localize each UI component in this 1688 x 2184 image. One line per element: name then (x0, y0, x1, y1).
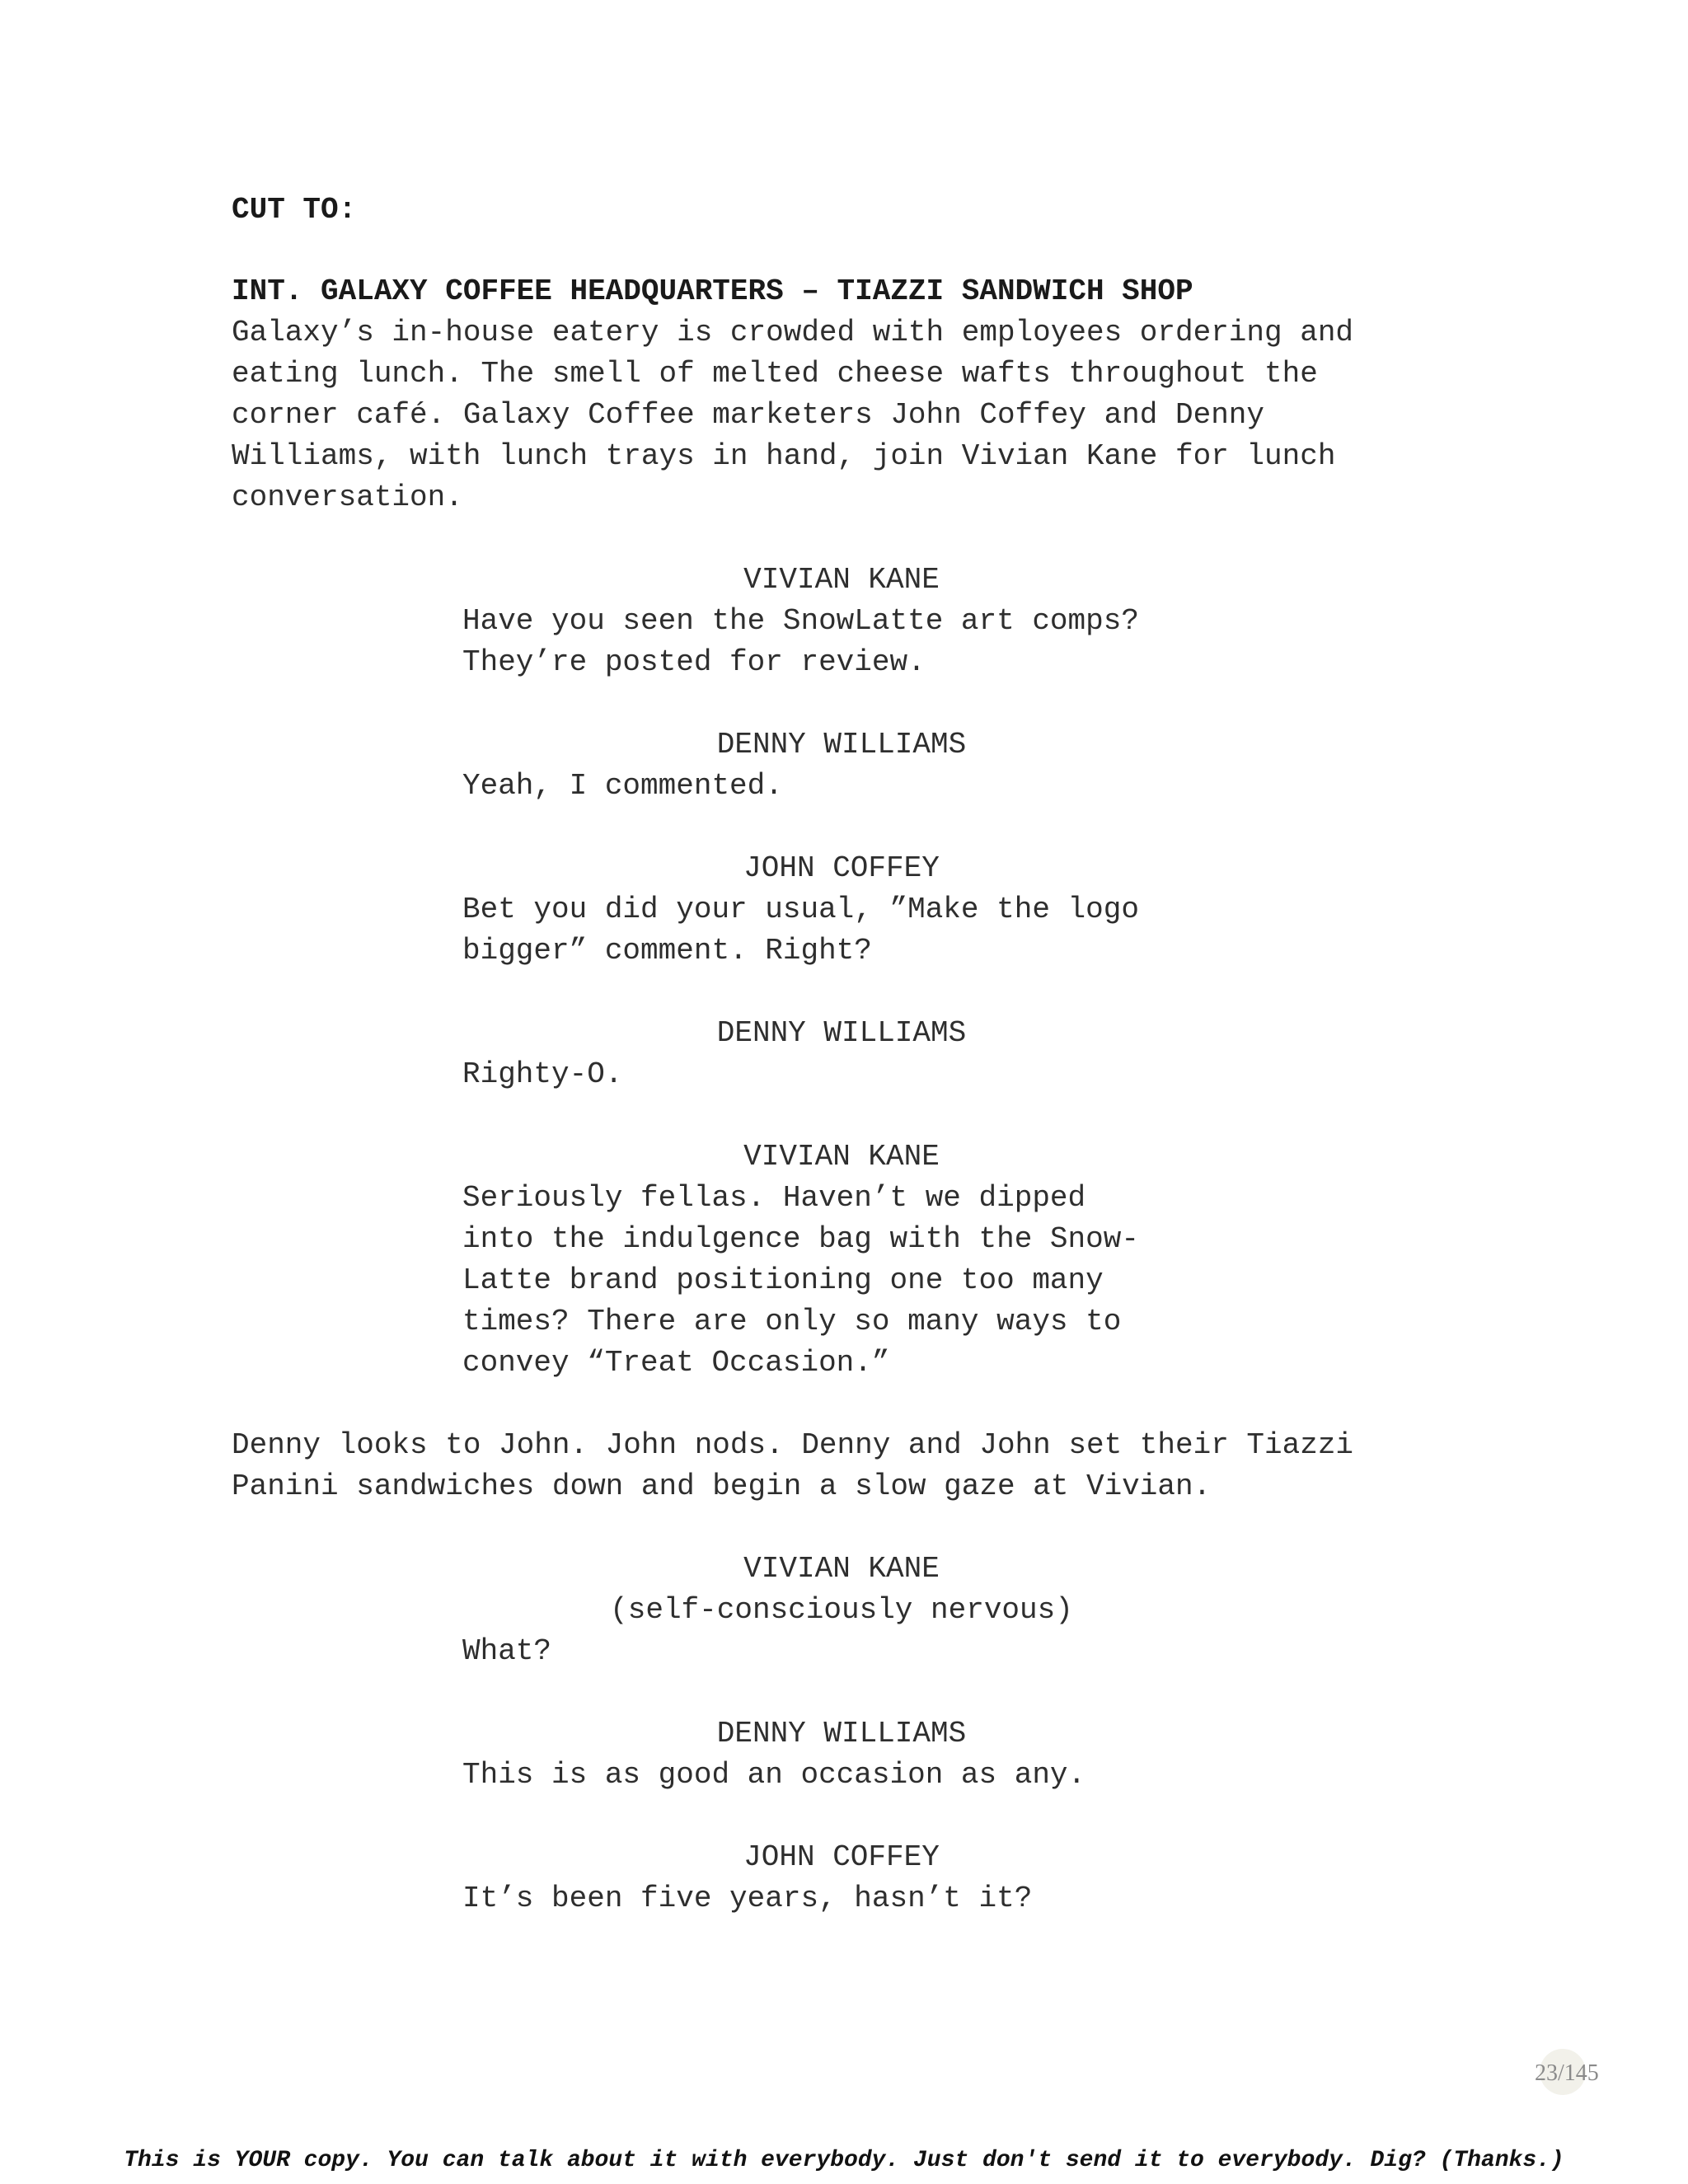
dialogue-line: Bet you did your usual, ”Make the logo (462, 893, 1139, 926)
dialogue-line: bigger” comment. Right? (462, 934, 872, 968)
dialogue-line: times? There are only so many ways to (462, 1305, 1122, 1338)
dialogue-line: Latte brand positioning one too many (462, 1263, 1104, 1297)
action-line: conversation. (232, 480, 463, 514)
dialogue-line: They’re posted for review. (462, 645, 926, 679)
dialogue-line: into the indulgence bag with the Snow- (462, 1222, 1139, 1256)
character-name: DENNY WILLIAMS (716, 1016, 967, 1050)
character-name: JOHN COFFEY (743, 1840, 940, 1874)
action-line: Williams, with lunch trays in hand, join Vivian Kane for lunch (232, 439, 1336, 473)
parenthetical: (self-consciously nervous) (610, 1593, 1073, 1627)
scene-heading: INT. GALAXY COFFEE HEADQUARTERS – TIAZZI SANDWICH SHOP (232, 274, 1193, 308)
footer-notice: This is YOUR copy. You can talk about it with everybody. Just don't send it to everybody. Dig? (Thanks.) (124, 2148, 1564, 2173)
action-line: Galaxy’s in-house eatery is crowded with employees ordering and (232, 316, 1354, 349)
character-name: DENNY WILLIAMS (716, 728, 967, 762)
dialogue-line: Righty-O. (462, 1057, 623, 1091)
action-line: corner café. Galaxy Coffee marketers John Coffey and Denny (232, 398, 1265, 432)
page-number: 23/145 (1535, 2060, 1599, 2086)
character-name: DENNY WILLIAMS (716, 1717, 967, 1750)
character-name: JOHN COFFEY (743, 851, 940, 885)
dialogue-line: It’s been five years, hasn’t it? (462, 1882, 1033, 1915)
character-name: VIVIAN KANE (743, 1552, 940, 1586)
dialogue-line: What? (462, 1634, 552, 1668)
dialogue-line: convey “Treat Occasion.” (462, 1346, 890, 1380)
dialogue-line: This is as good an occasion as any. (462, 1758, 1086, 1792)
action-line: Panini sandwiches down and begin a slow gaze at Vivian. (232, 1469, 1212, 1503)
dialogue-line: Have you seen the SnowLatte art comps? (462, 604, 1139, 638)
action-line: eating lunch. The smell of melted cheese wafts throughout the (232, 357, 1318, 391)
character-name: VIVIAN KANE (743, 563, 940, 597)
transition: CUT TO: (232, 193, 357, 227)
dialogue-line: Yeah, I commented. (462, 769, 783, 803)
dialogue-line: Seriously fellas. Haven’t we dipped (462, 1181, 1086, 1215)
character-name: VIVIAN KANE (743, 1140, 940, 1174)
action-line: Denny looks to John. John nods. Denny and John set their Tiazzi (232, 1428, 1354, 1462)
